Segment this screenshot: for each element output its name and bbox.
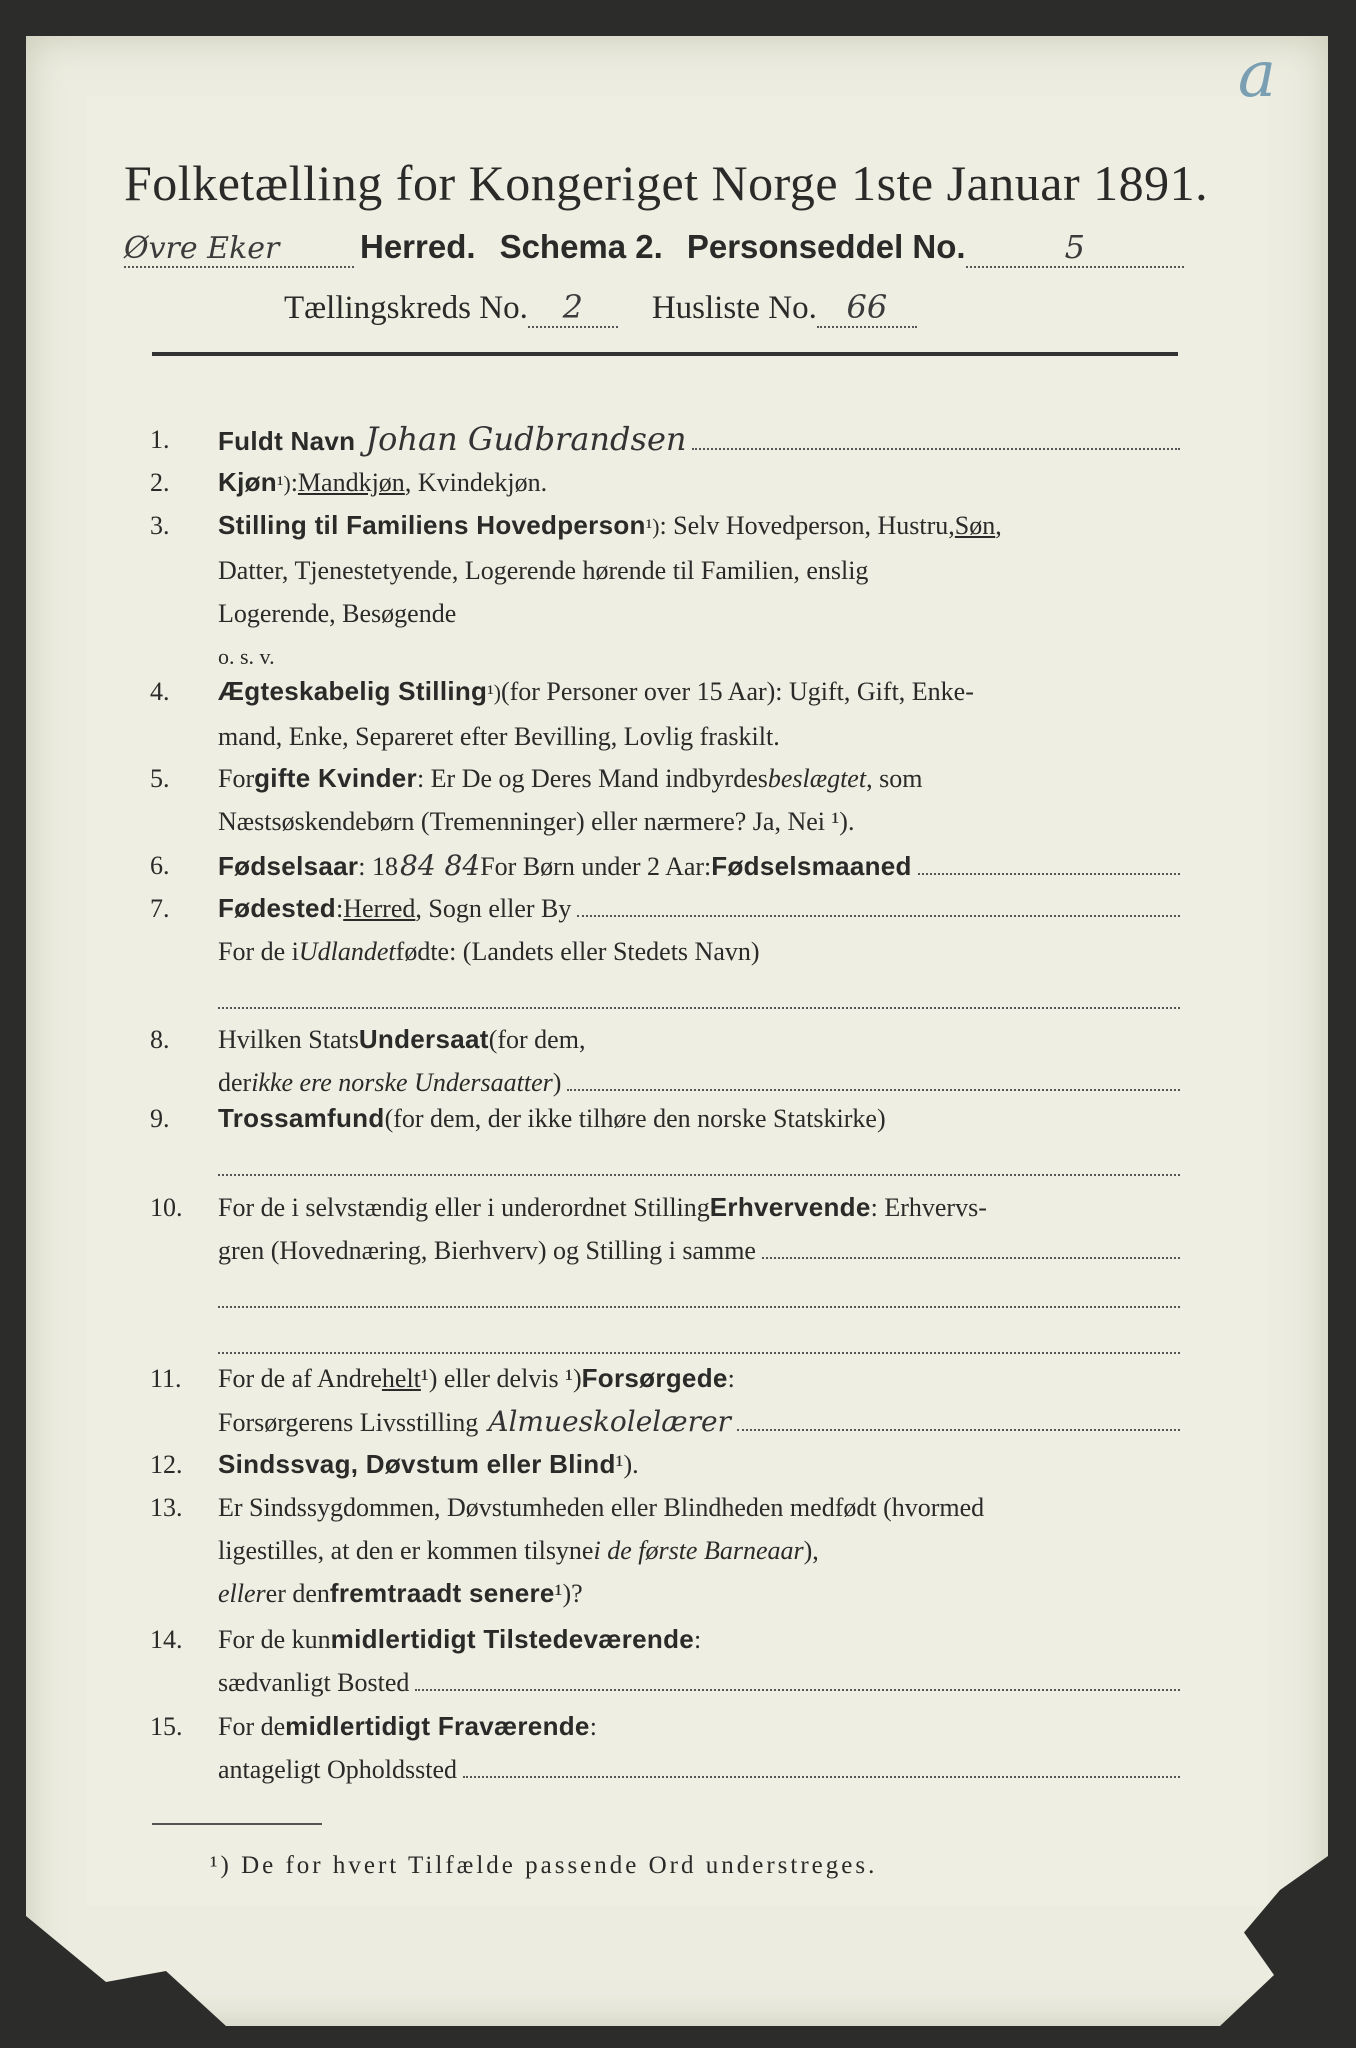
comma: , — [995, 511, 1002, 540]
text: gren (Hovednæring, Bierhverv) og Stilling i samme — [218, 1236, 756, 1265]
herred-label: Herred. — [360, 228, 476, 265]
text: Forsørgerens Livsstilling — [218, 1408, 479, 1437]
text: : — [589, 1712, 597, 1741]
header-herred-row — [124, 228, 1184, 268]
text: For — [218, 764, 255, 793]
family-position-selected: Søn — [954, 511, 996, 540]
item-number: 7. — [150, 894, 170, 923]
family-position-line4: o. s. v. — [218, 644, 275, 669]
text: ¹)? — [554, 1579, 583, 1608]
italic-text: ikke ere norske Undersaatter — [251, 1068, 553, 1097]
header-divider — [152, 352, 1178, 356]
italic-text: beslægtet — [767, 764, 867, 793]
item-number: 1. — [150, 425, 170, 454]
married-women-label: gifte Kvinder — [254, 763, 417, 793]
dotted-fill — [918, 853, 1180, 875]
birthplace-label: Fødested — [218, 893, 336, 923]
text: er den — [265, 1579, 330, 1608]
dotted-fill — [218, 987, 1180, 1009]
item-number: 6. — [150, 851, 170, 880]
occupation-label: Erhvervende — [709, 1192, 871, 1222]
torn-edge — [26, 1916, 226, 2026]
text: Hvilken Stats — [218, 1025, 359, 1054]
colon: : — [290, 468, 298, 497]
religion-label: Trossamfund — [218, 1103, 385, 1133]
text: For de kun — [218, 1625, 331, 1654]
personseddel-value: 5 — [966, 228, 1184, 268]
text: (for dem, — [488, 1025, 586, 1054]
item-number: 13. — [150, 1493, 183, 1522]
footnote: ¹) De for hvert Tilfælde passende Ord understreges. — [210, 1852, 878, 1879]
text: , som — [866, 764, 923, 793]
dotted-fill — [415, 1669, 1180, 1691]
item-number: 5. — [150, 764, 170, 793]
text: For de af Andre — [218, 1364, 382, 1393]
item-number: 15. — [150, 1712, 183, 1741]
text: , Sogn eller By — [415, 894, 572, 923]
dotted-fill — [692, 428, 1180, 450]
dotted-fill — [737, 1409, 1180, 1431]
temporary-present-label: midlertidigt Tilstedeværende — [330, 1624, 695, 1654]
item-number: 10. — [150, 1193, 183, 1222]
family-position-line3: Logerende, Besøgende — [218, 599, 457, 628]
full-name-label: Fuldt Navn — [218, 426, 356, 456]
bold-text: fremtraadt senere — [329, 1578, 555, 1608]
text: For de i — [218, 937, 299, 966]
text: : — [694, 1625, 702, 1654]
disability-label: Sindssvag, Døvstum eller Blind — [218, 1449, 616, 1479]
family-position-label: Stilling til Familiens Hovedperson — [218, 510, 646, 540]
item-number: 12. — [150, 1450, 183, 1479]
item-number: 9. — [150, 1104, 170, 1133]
text: : 18 — [358, 852, 399, 881]
text: der — [218, 1068, 252, 1097]
form-title: Folketælling for Kongeriget Norge 1ste Januar 1891. — [124, 155, 1209, 211]
dotted-fill — [567, 1069, 1180, 1091]
footnote-ref: ¹) — [645, 515, 660, 539]
family-position-options: : Selv Hovedperson, Hustru, — [659, 511, 955, 540]
dotted-fill — [218, 1154, 1180, 1176]
text: ), — [803, 1536, 819, 1565]
text: ¹). — [615, 1450, 639, 1479]
text: ¹) eller delvis ¹) — [420, 1364, 582, 1393]
dotted-fill — [762, 1237, 1180, 1259]
husliste-label: Husliste No. — [651, 290, 817, 326]
text: ) — [552, 1068, 562, 1097]
dotted-fill — [463, 1756, 1180, 1778]
item-number: 3. — [150, 511, 170, 540]
item-number: 11. — [150, 1364, 182, 1393]
full-name-value: Johan Gudbrandsen — [365, 420, 687, 458]
dotted-fill — [218, 1286, 1180, 1308]
schema-label: Schema 2. — [499, 228, 663, 265]
footnote-ref: ¹) — [276, 472, 291, 496]
marital-status-label: Ægteskabelig Stilling — [218, 676, 488, 706]
herred-value: Øvre Eker — [124, 231, 354, 268]
family-position-line2: Datter, Tjenestetyende, Logerende hørende til Familien, enslig — [218, 556, 869, 585]
item-number: 2. — [150, 468, 170, 497]
text: ligestilles, at den er kommen tilsyne — [218, 1536, 594, 1565]
dotted-fill — [218, 1332, 1180, 1354]
birthplace-selected: Herred — [343, 894, 416, 923]
italic-text: eller — [218, 1579, 266, 1608]
birth-year-value: 84 84 — [400, 849, 481, 882]
text: : — [727, 1364, 735, 1393]
text: fødte: (Landets eller Stedets Navn) — [395, 937, 760, 966]
text: (for dem, der ikke tilhøre den norske Statskirke) — [384, 1104, 886, 1133]
supported-selected: helt — [381, 1364, 421, 1393]
text: For de i selvstændig eller i underordnet Stilling — [218, 1193, 710, 1222]
text: antageligt Opholdssted — [218, 1755, 458, 1784]
footnote-ref: ¹) — [487, 681, 501, 705]
temporary-absent-label: midlertidigt Fraværende — [285, 1711, 590, 1741]
personseddel-label: Personseddel No. — [686, 228, 966, 265]
text: : Erhvervs- — [870, 1193, 987, 1222]
taellingskreds-value: 2 — [528, 288, 618, 328]
citizenship-label: Undersaat — [358, 1024, 489, 1054]
husliste-value: 66 — [817, 288, 917, 328]
provider-occupation-value: Almueskolelærer — [488, 1405, 731, 1438]
item-number: 14. — [150, 1625, 183, 1654]
dotted-fill — [577, 895, 1180, 917]
married-women-line2: Næstsøskendebørn (Tremenninger) eller nærmere? Ja, Nei ¹). — [218, 807, 855, 836]
text: : Er De og Deres Mand indbyrdes — [416, 764, 768, 793]
header-kreds-row — [124, 288, 1184, 328]
text: Er Sindssygdommen, Døvstumheden eller Blindheden medfødt (hvormed — [218, 1493, 985, 1522]
birth-year-label: Fødselsaar — [218, 851, 359, 881]
sex-option-rest: , Kvindekjøn. — [404, 468, 548, 497]
footnote-divider — [152, 1823, 322, 1825]
birth-month-label: Fødselsmaaned — [711, 851, 912, 881]
corner-pencil-mark: a — [1237, 38, 1276, 112]
text: sædvanligt Bosted — [218, 1668, 410, 1697]
item-number: 4. — [150, 677, 170, 706]
italic-text: Udlandet — [298, 937, 396, 966]
marital-status-options: (for Personer over 15 Aar): Ugift, Gift, Enke- — [500, 677, 974, 706]
text: For Børn under 2 Aar: — [480, 852, 712, 881]
supported-label: Forsørgede — [581, 1363, 728, 1393]
text: For de — [218, 1712, 286, 1741]
taellingskreds-label: Tællingskreds No. — [284, 290, 528, 326]
italic-text: i de første Barneaar — [593, 1536, 804, 1565]
item-number: 8. — [150, 1025, 170, 1054]
sex-option-selected: Mandkjøn — [297, 468, 405, 497]
sex-label: Kjøn — [218, 467, 277, 497]
marital-status-line2: mand, Enke, Separeret efter Bevilling, Lovlig fraskilt. — [218, 722, 780, 751]
colon: : — [335, 894, 344, 923]
